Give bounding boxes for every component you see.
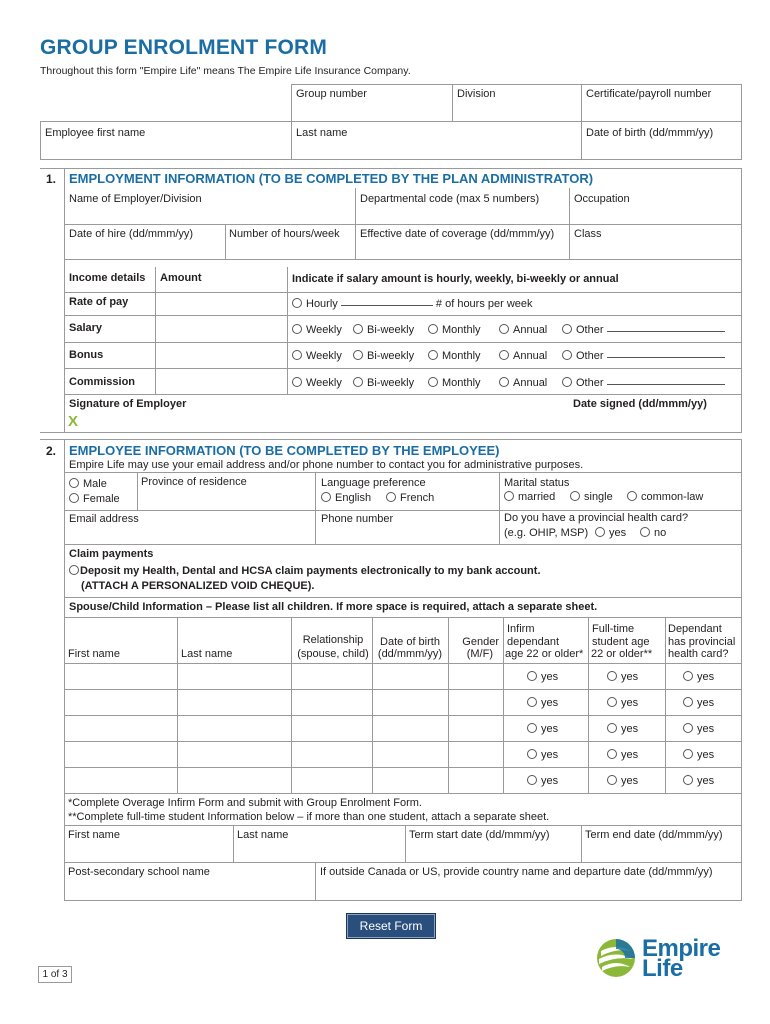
hours-per-week-field[interactable]: Number of hours/week [229,228,340,240]
class-field[interactable]: Class [574,228,602,240]
health-card-yes-option[interactable]: yes [683,671,714,684]
other-option[interactable]: Other [562,324,725,337]
contact-notice: Empire Life may use your email address and/or phone number to contact you for administrative purposes. [69,459,584,471]
section-1-title: EMPLOYMENT INFORMATION (TO BE COMPLETED BY THE PLAN ADMINISTRATOR) [69,171,594,186]
col-dependant-sub: has provincial [668,636,736,648]
income-details-header: Income details [69,272,146,284]
student-yes-option[interactable]: yes [607,749,638,762]
annual-option[interactable]: Annual [499,377,547,390]
student-yes-option[interactable]: yes [607,775,638,788]
student-yes-option[interactable]: yes [607,671,638,684]
col-gender-sub: (M/F) [466,648,493,660]
student-last-name-field[interactable]: Last name [237,829,289,841]
division-field[interactable]: Division [457,88,496,100]
infirm-yes-option[interactable]: yes [527,671,558,684]
infirm-yes-option[interactable]: yes [527,723,558,736]
col-relationship: Relationship [302,634,364,646]
certificate-number-field[interactable]: Certificate/payroll number [586,88,712,100]
other-option[interactable]: Other [562,350,725,363]
col-dob-sub: (dd/mmm/yy) [377,648,443,660]
commission-label: Commission [69,376,136,388]
infirm-yes-option[interactable]: yes [527,749,558,762]
health-card-example: (e.g. OHIP, MSP) [504,527,589,539]
health-card-yes-option[interactable]: yes [683,749,714,762]
col-fulltime: Full-time [592,623,635,635]
amount-header: Amount [160,272,202,284]
health-card-question: Do you have a provincial health card? [504,512,689,524]
single-option[interactable]: single [570,491,613,504]
health-card-yes-option[interactable]: yes [595,527,626,540]
form-title: GROUP ENROLMENT FORM [40,36,328,59]
other-option[interactable]: Other [562,377,725,390]
section-1-number: 1. [46,172,57,186]
health-card-no-option[interactable]: no [640,527,666,540]
biweekly-option[interactable]: Bi-weekly [353,324,414,337]
col-infirm: Infirm [507,623,535,635]
language-label: Language preference [321,477,426,489]
radio-icon[interactable] [292,298,302,308]
logo-icon [595,937,637,979]
claim-payments-label: Claim payments [69,548,154,560]
last-name-field[interactable]: Last name [296,127,348,139]
monthly-option[interactable]: Monthly [428,377,481,390]
footnote-student: **Complete full-time student Information below – if more than one student, attach a separate sheet. [68,811,550,823]
date-signed-field[interactable]: Date signed (dd/mmm/yy) [573,398,707,410]
rate-of-pay-label: Rate of pay [69,296,129,308]
biweekly-option[interactable]: Bi-weekly [353,350,414,363]
weekly-option[interactable]: Weekly [292,377,342,390]
indicate-header: Indicate if salary amount is hourly, weekly, bi-weekly or annual [292,273,619,285]
signature-label: Signature of Employer [69,398,187,410]
col-fulltime-age: 22 or older** [591,648,653,660]
english-option[interactable]: English [321,492,371,505]
attach-cheque-note: (ATTACH A PERSONALIZED VOID CHEQUE). [81,580,315,592]
male-option[interactable]: Male [69,478,107,491]
col-dependant-card: health card? [668,648,729,660]
col-last-name: Last name [181,648,233,660]
logo-text-empire: Empire [642,935,721,962]
col-relationship-sub: (spouse, child) [297,648,369,660]
phone-field[interactable]: Phone number [321,513,394,525]
col-gender: Gender [462,636,499,648]
student-yes-option[interactable]: yes [607,697,638,710]
date-of-hire-field[interactable]: Date of hire (dd/mmm/yy) [69,228,194,240]
monthly-option[interactable]: Monthly [428,350,481,363]
french-option[interactable]: French [386,492,434,505]
salary-label: Salary [69,322,103,334]
health-card-yes-option[interactable]: yes [683,723,714,736]
group-number-field[interactable]: Group number [296,88,367,100]
health-card-yes-option[interactable]: yes [683,697,714,710]
hours-per-week-label: # of hours per week [435,298,533,310]
weekly-option[interactable]: Weekly [292,350,342,363]
occupation-field[interactable]: Occupation [574,193,630,205]
health-card-yes-option[interactable]: yes [683,775,714,788]
reset-form-button[interactable]: Reset Form [346,913,436,939]
monthly-option[interactable]: Monthly [428,324,481,337]
col-infirm-age: age 22 or older* [505,648,584,660]
hourly-label: Hourly [306,298,338,310]
date-of-birth-field[interactable]: Date of birth (dd/mmm/yy) [586,127,714,139]
female-option[interactable]: Female [69,493,120,506]
annual-option[interactable]: Annual [499,350,547,363]
signature-field[interactable]: X [68,413,79,430]
direct-deposit-option[interactable]: Deposit my Health, Dental and HCSA claim payments electronically to my bank account. [69,565,541,578]
biweekly-option[interactable]: Bi-weekly [353,377,414,390]
hourly-option[interactable] [292,298,533,311]
infirm-yes-option[interactable]: yes [527,775,558,788]
page-indicator: 1 of 3 [38,966,72,983]
footnote-infirm: *Complete Overage Infirm Form and submit with Group Enrolment Form. [68,797,422,809]
effective-date-field[interactable]: Effective date of coverage (dd/mmm/yy) [360,228,555,240]
logo-text-life: Life [642,955,683,982]
employee-first-name-field[interactable]: Employee first name [45,127,146,139]
province-field[interactable]: Province of residence [141,476,247,488]
section-2-number: 2. [46,444,57,458]
col-dependant: Dependant [668,623,722,635]
col-infirm-sub: dependant [507,636,559,648]
col-first-name: First name [68,648,120,660]
spouse-child-heading: Spouse/Child Information – Please list all children. If more space is required, attach a separate sheet. [69,601,598,613]
student-yes-option[interactable]: yes [607,723,638,736]
infirm-yes-option[interactable]: yes [527,697,558,710]
employer-field[interactable]: Name of Employer/Division [69,193,202,205]
student-first-name-field[interactable]: First name [68,829,120,841]
departmental-code-field[interactable]: Departmental code (max 5 numbers) [360,193,540,205]
col-fulltime-sub: student age [592,636,650,648]
col-dob: Date of birth [380,636,440,648]
email-field[interactable]: Email address [69,513,139,525]
form-subtitle: Throughout this form "Empire Life" means The Empire Life Insurance Company. [40,65,411,77]
school-name-field[interactable]: Post-secondary school name [68,866,210,878]
term-end-field[interactable]: Term end date (dd/mmm/yy) [585,829,723,841]
bonus-label: Bonus [69,349,104,361]
outside-canada-field[interactable]: If outside Canada or US, provide country name and departure date (dd/mmm/yy) [320,866,713,878]
common-law-option[interactable]: common-law [627,491,703,504]
marital-label: Marital status [504,477,570,489]
weekly-option[interactable]: Weekly [292,324,342,337]
section-2-title: EMPLOYEE INFORMATION (TO BE COMPLETED BY THE EMPLOYEE) [69,443,500,458]
married-option[interactable]: married [504,491,555,504]
annual-option[interactable]: Annual [499,324,547,337]
term-start-field[interactable]: Term start date (dd/mmm/yy) [409,829,550,841]
